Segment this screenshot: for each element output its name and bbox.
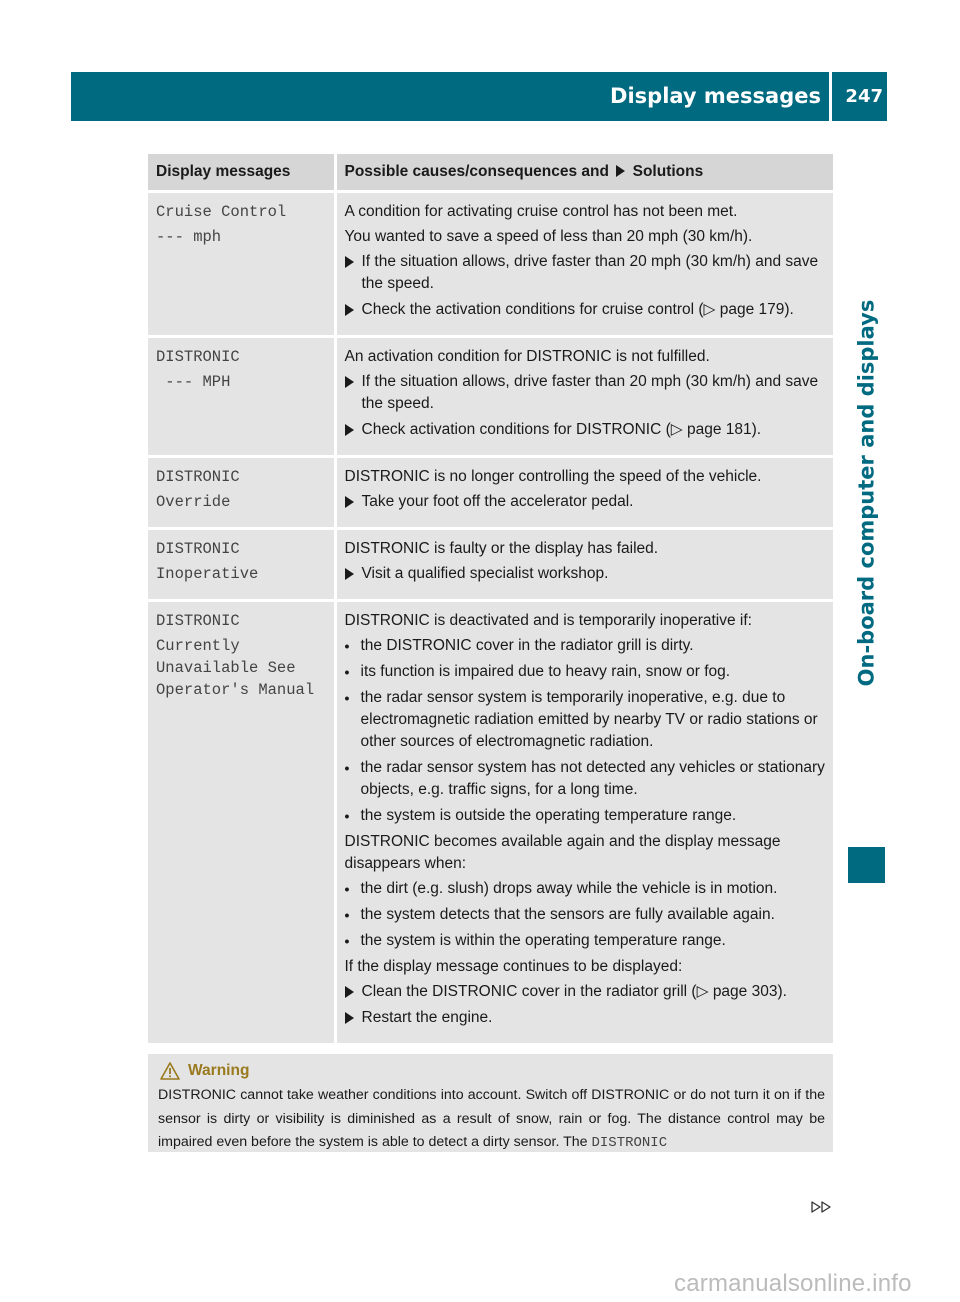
column-header-solutions-label: Solutions	[632, 163, 704, 180]
bullet-icon: •	[344, 638, 350, 654]
cause-text: A condition for activating cruise control has not been met.	[344, 203, 738, 220]
display-message-line: DISTRONIC	[156, 540, 240, 558]
chapter-label: On-board computer and displays	[854, 299, 879, 686]
table-row	[148, 192, 833, 337]
double-arrow-continue-icon	[810, 1199, 834, 1215]
watermark: carmanualsonline.info	[674, 1270, 912, 1297]
action-text: If the situation allows, drive faster than 20 mph (30 km/h) and save the speed.	[361, 253, 819, 292]
bullet-icon: •	[344, 690, 350, 706]
cause-solution-cell	[335, 337, 833, 457]
bullet-item	[345, 635, 828, 657]
action-text: Check activation conditions for DISTRONIC (▷ page 181).	[361, 421, 762, 438]
bullet-icon: •	[344, 881, 350, 897]
display-message-line: DISTRONIC	[156, 468, 240, 486]
display-message-line: --- MPH	[156, 373, 231, 391]
warning-text	[158, 1084, 825, 1156]
bullet-item	[345, 687, 828, 753]
display-message-cell	[148, 337, 335, 457]
bullet-item	[345, 904, 828, 926]
section-title: Display messages	[610, 84, 821, 108]
display-message-line: DISTRONIC	[156, 612, 240, 630]
cause-text: DISTRONIC becomes available again and the display message disappears when:	[344, 833, 781, 872]
bullet-text: the DISTRONIC cover in the radiator grill is dirty.	[360, 637, 694, 654]
table-header-row	[148, 154, 833, 192]
chapter-side-tab	[848, 150, 885, 835]
action-arrow-icon	[345, 251, 354, 275]
table-row	[148, 529, 833, 601]
bullet-icon: •	[344, 907, 350, 923]
warning-body: DISTRONIC cannot take weather conditions into account. Switch off DISTRONIC or do not turn it on if the sensor is dirty or visibility is diminished as a result of snow, rain or fog. The distance control may be impaired even before the system is able to detect a dirty sensor. The	[158, 1087, 825, 1150]
cause-solution-cell	[335, 192, 833, 337]
display-message-cell	[148, 192, 335, 337]
bullet-text: the system is outside the operating temperature range.	[360, 807, 737, 824]
bullet-icon: •	[344, 664, 350, 680]
bullet-icon: •	[344, 760, 350, 776]
column-header-causes	[335, 154, 833, 192]
cause-text: An activation condition for DISTRONIC is not fulfilled.	[344, 348, 710, 365]
bullet-text: the dirt (e.g. slush) drops away while the vehicle is in motion.	[360, 880, 778, 897]
display-message-line: Inoperative	[156, 565, 259, 583]
display-message-cell	[148, 601, 335, 1045]
action-step	[345, 419, 828, 441]
action-arrow-icon	[345, 371, 354, 395]
display-message-cell	[148, 529, 335, 601]
action-step	[345, 299, 828, 321]
action-text: If the situation allows, drive faster than 20 mph (30 km/h) and save the speed.	[361, 373, 819, 412]
page-number: 247	[845, 86, 883, 107]
page-header	[71, 72, 887, 121]
bullet-text: the radar sensor system has not detected any vehicles or stationary objects, e.g. traffic signs, for a long time.	[360, 759, 825, 798]
bullet-item	[345, 930, 828, 952]
warning-header	[158, 1060, 825, 1082]
action-step	[345, 1007, 828, 1029]
action-step	[345, 491, 828, 513]
display-message-line: --- mph	[156, 228, 222, 246]
cause-text: If the display message continues to be displayed:	[344, 958, 683, 975]
display-message-cell	[148, 457, 335, 529]
action-arrow-icon	[345, 563, 354, 587]
table-row	[148, 337, 833, 457]
bullet-text: the system is within the operating temperature range.	[360, 932, 726, 949]
action-text: Clean the DISTRONIC cover in the radiator grill (▷ page 303).	[361, 983, 787, 1000]
action-arrow-icon	[345, 1007, 354, 1031]
display-message-line: Cruise Control	[156, 203, 287, 221]
action-step	[345, 563, 828, 585]
bullet-item	[345, 757, 828, 801]
action-text: Take your foot off the accelerator pedal.	[361, 493, 634, 510]
display-message-line: Unavailable See	[156, 659, 296, 677]
action-text: Visit a qualified specialist workshop.	[361, 565, 609, 582]
display-message-line: Currently	[156, 637, 240, 655]
action-arrow-icon	[616, 165, 625, 177]
column-header-display: Display messages	[148, 154, 335, 192]
cause-text: DISTRONIC is faulty or the display has failed.	[344, 540, 659, 557]
bullet-text: the radar sensor system is temporarily inoperative, e.g. due to electromagnetic radiation emitted by nearby TV or radio stations or other sources of electromagnetic radiation.	[360, 689, 818, 750]
bullet-text: its function is impaired due to heavy rain, snow or fog.	[360, 663, 731, 680]
cause-text: DISTRONIC is no longer controlling the speed of the vehicle.	[344, 468, 762, 485]
display-message-line: Operator's Manual	[156, 681, 315, 699]
table-row	[148, 601, 833, 1045]
action-step	[345, 371, 828, 415]
action-arrow-icon	[345, 299, 354, 323]
action-text: Restart the engine.	[361, 1009, 493, 1026]
bullet-icon: •	[344, 808, 350, 824]
display-messages-table	[148, 154, 833, 1046]
cause-text: DISTRONIC is deactivated and is temporarily inoperative if:	[344, 612, 752, 629]
warning-triangle-icon	[160, 1062, 180, 1080]
display-message-line: Override	[156, 493, 231, 511]
header-divider	[829, 72, 832, 121]
bullet-icon: •	[344, 933, 350, 949]
action-arrow-icon	[345, 419, 354, 443]
action-step	[345, 251, 828, 295]
bullet-item	[345, 661, 828, 683]
column-header-causes-label: Possible causes/consequences and	[344, 163, 609, 180]
table-row	[148, 457, 833, 529]
chapter-marker-block	[848, 847, 885, 883]
cause-solution-cell	[335, 601, 833, 1045]
warning-title: Warning	[188, 1062, 250, 1079]
bullet-text: the system detects that the sensors are fully available again.	[360, 906, 775, 923]
cause-solution-cell	[335, 457, 833, 529]
warning-body-mono: DISTRONIC	[591, 1135, 668, 1151]
action-arrow-icon	[345, 981, 354, 1005]
display-message-line: DISTRONIC	[156, 348, 240, 366]
cause-solution-cell	[335, 529, 833, 601]
cause-text: You wanted to save a speed of less than 20 mph (30 km/h).	[344, 228, 753, 245]
action-arrow-icon	[345, 491, 354, 515]
bullet-item	[345, 805, 828, 827]
action-text: Check the activation conditions for cruise control (▷ page 179).	[361, 301, 794, 318]
action-step	[345, 981, 828, 1003]
bullet-item	[345, 878, 828, 900]
warning-box	[148, 1054, 833, 1152]
